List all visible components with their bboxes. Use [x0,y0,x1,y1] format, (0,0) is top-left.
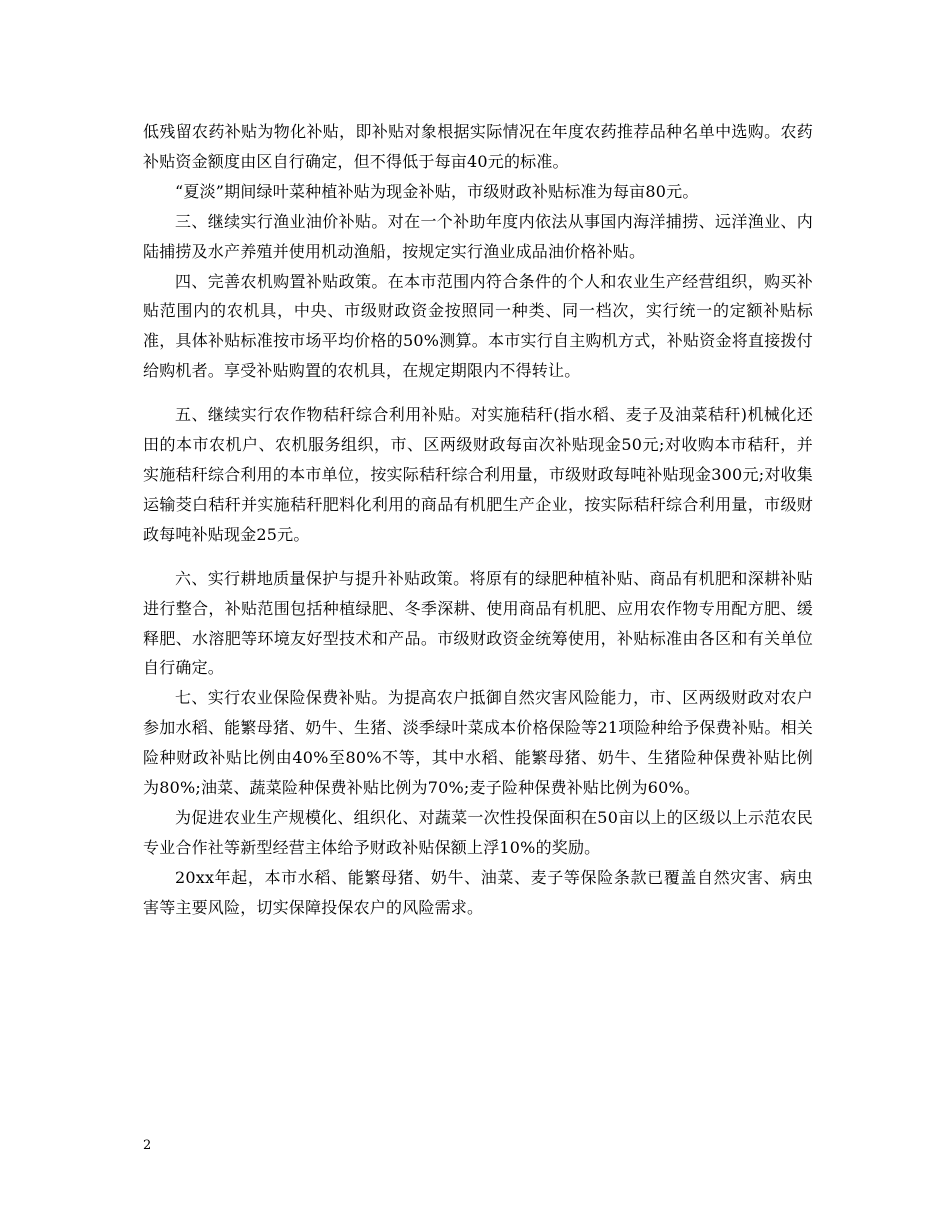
paragraph-farmland-quality-subsidy: 六、实行耕地质量保护与提升补贴政策。将原有的绿肥种植补贴、商品有机肥和深耕补贴进行整合，补贴范围包括种植绿肥、冬季深耕、使用商品有机肥、应用农作物专用配方肥、缓释肥、水溶肥等环境友好型技术和产品。市级财政资金统筹使用，补贴标准由各区和有关单位自行确定。 [143,568,813,678]
paragraph-straw-utilization-subsidy: 五、继续实行农作物秸秆综合利用补贴。对实施秸秆(指水稻、麦子及油菜秸秆)机械化还田的本市农机户、农机服务组织，市、区两级财政每亩次补贴现金50元;对收购本市秸秆，并实施秸秆综合利用的本市单位，按实际秸秆综合利用量，市级财政每吨补贴现金300元;对收集运输茭白秸秆并实施秸秆肥料化利用的商品有机肥生产企业，按实际秸秆综合利用量，市级财政每吨补贴现金25元。 [143,405,813,544]
paragraph-insurance-bonus: 为促进农业生产规模化、组织化、对蔬菜一次性投保面积在50亩以上的区级以上示范农民专业合作社等新型经营主体给予财政补贴保额上浮10%的奖励。 [143,807,813,857]
paragraph-green-vegetable-subsidy: “夏淡”期间绿叶菜种植补贴为现金补贴，市级财政补贴标准为每亩80元。 [175,181,699,201]
document-body [143,117,813,923]
paragraph-insurance-premium-subsidy: 七、实行农业保险保费补贴。为提高农户抵御自然灾害风险能力，市、区两级财政对农户参加水稻、能繁母猪、奶牛、生猪、淡季绿叶菜成本价格保险等21项险种给予保费补贴。相关险种财政补贴比例由40%至80%不等，其中水稻、能繁母猪、奶牛、生猪险种保费补贴比例为80%;油菜、蔬菜险种保费补贴比例为70%;麦子险种保费补贴比例为60%。 [143,688,813,798]
paragraph-fishery-fuel-subsidy: 三、继续实行渔业油价补贴。对在一个补助年度内依法从事国内海洋捕捞、远洋渔业、内陆捕捞及水产养殖并使用机动渔船，按规定实行渔业成品油价格补贴。 [143,211,813,261]
paragraph-farm-machinery-subsidy: 四、完善农机购置补贴政策。在本市范围内符合条件的个人和农业生产经营组织，购买补贴范围内的农机具，中央、市级财政资金按照同一种类、同一档次，实行统一的定额补贴标准，具体补贴标准按市场平均价格的50%测算。本市实行自主购机方式，补贴资金将直接拨付给购机者。享受补贴购置的农机具，在规定期限内不得转让。 [143,271,813,381]
paragraph-pesticide-subsidy: 低残留农药补贴为物化补贴，即补贴对象根据实际情况在年度农药推荐品种名单中选购。农药补贴资金额度由区自行确定，但不得低于每亩40元的标准。 [143,122,813,171]
page-number: 2 [143,1138,152,1153]
paragraph-insurance-coverage: 20xx年起，本市水稻、能繁母猪、奶牛、油菜、麦子等保险条款已覆盖自然灾害、病虫害等主要风险，切实保障投保农户的风险需求。 [143,867,813,917]
